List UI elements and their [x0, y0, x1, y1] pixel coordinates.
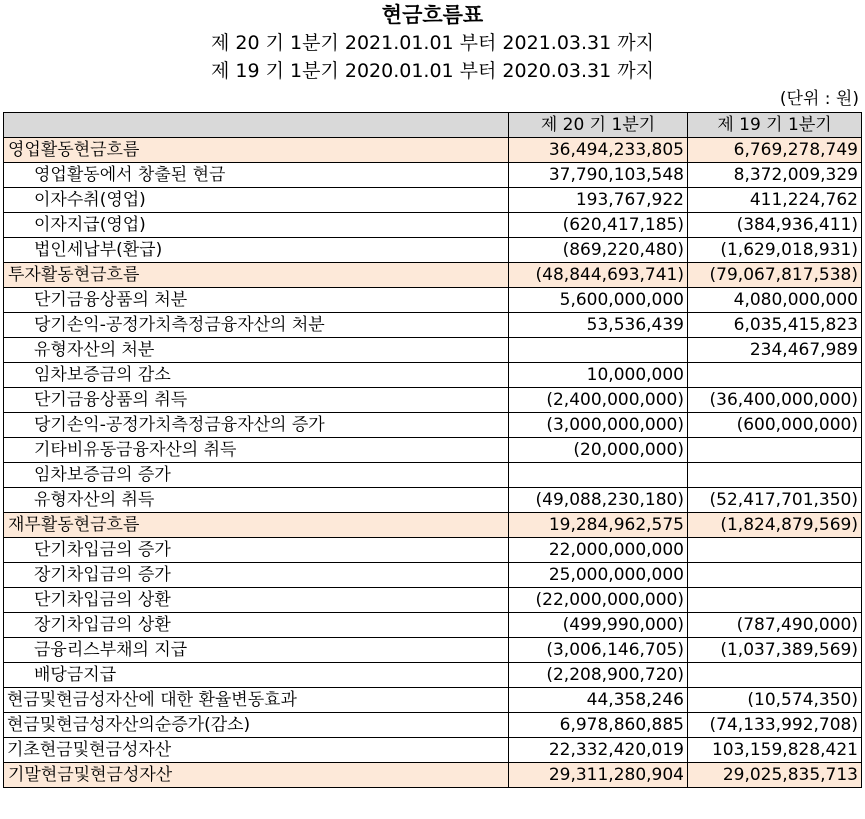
table-row: [4, 413, 862, 438]
table-row: [4, 363, 862, 388]
table-row: [4, 313, 862, 338]
row-prior-amount: 411,224,762: [688, 188, 862, 213]
table-row: [4, 688, 862, 713]
header-current: 제 20 기 1분기: [509, 113, 688, 138]
row-label: 당기손익-공정가치측정금융자산의 증가: [4, 413, 509, 438]
row-current-amount: 22,332,420,019: [509, 738, 688, 763]
table-row: [4, 513, 862, 538]
row-prior-amount: [688, 363, 862, 388]
table-row: [4, 663, 862, 688]
row-prior-amount: (52,417,701,350): [688, 488, 862, 513]
table-row: [4, 438, 862, 463]
row-label: 임차보증금의 감소: [4, 363, 509, 388]
table-row: [4, 188, 862, 213]
row-label: 영업활동에서 창출된 현금: [4, 163, 509, 188]
row-label: 단기금융상품의 취득: [4, 388, 509, 413]
row-prior-amount: (79,067,817,538): [688, 263, 862, 288]
row-prior-amount: 234,467,989: [688, 338, 862, 363]
table-row: [4, 263, 862, 288]
row-label: 단기차입금의 증가: [4, 538, 509, 563]
row-current-amount: (2,400,000,000): [509, 388, 688, 413]
table-row: [4, 713, 862, 738]
row-prior-amount: (74,133,992,708): [688, 713, 862, 738]
row-prior-amount: [688, 588, 862, 613]
row-label: 장기차입금의 증가: [4, 563, 509, 588]
row-prior-amount: (787,490,000): [688, 613, 862, 638]
row-label: 유형자산의 취득: [4, 488, 509, 513]
cash-flow-table: [3, 112, 862, 788]
row-label: 유형자산의 처분: [4, 338, 509, 363]
row-prior-amount: (1,037,389,569): [688, 638, 862, 663]
row-label: 기말현금및현금성자산: [4, 763, 509, 788]
row-label: 당기손익-공정가치측정금융자산의 처분: [4, 313, 509, 338]
row-label: 배당금지급: [4, 663, 509, 688]
row-current-amount: 22,000,000,000: [509, 538, 688, 563]
row-label: 이자수취(영업): [4, 188, 509, 213]
table-body: [4, 138, 862, 788]
table-row: [4, 538, 862, 563]
row-current-amount: 37,790,103,548: [509, 163, 688, 188]
row-label: 기타비유동금융자산의 취득: [4, 438, 509, 463]
row-current-amount: [509, 463, 688, 488]
row-current-amount: (620,417,185): [509, 213, 688, 238]
row-current-amount: (22,000,000,000): [509, 588, 688, 613]
table-row: [4, 588, 862, 613]
row-label: 장기차입금의 상환: [4, 613, 509, 638]
row-prior-amount: [688, 538, 862, 563]
row-prior-amount: (1,629,018,931): [688, 238, 862, 263]
row-current-amount: 193,767,922: [509, 188, 688, 213]
row-label: 법인세납부(환급): [4, 238, 509, 263]
row-current-amount: 29,311,280,904: [509, 763, 688, 788]
row-label: 현금및현금성자산에 대한 환율변동효과: [4, 688, 509, 713]
row-label: 투자활동현금흐름: [4, 263, 509, 288]
row-current-amount: 5,600,000,000: [509, 288, 688, 313]
row-current-amount: (3,006,146,705): [509, 638, 688, 663]
table-row: [4, 763, 862, 788]
row-prior-amount: [688, 563, 862, 588]
row-current-amount: 36,494,233,805: [509, 138, 688, 163]
row-label: 영업활동현금흐름: [4, 138, 509, 163]
row-label: 현금및현금성자산의순증가(감소): [4, 713, 509, 738]
row-prior-amount: 8,372,009,329: [688, 163, 862, 188]
header-prior: 제 19 기 1분기: [688, 113, 862, 138]
row-current-amount: 25,000,000,000: [509, 563, 688, 588]
row-prior-amount: 4,080,000,000: [688, 288, 862, 313]
row-current-amount: [509, 338, 688, 363]
row-current-amount: 19,284,962,575: [509, 513, 688, 538]
row-prior-amount: 29,025,835,713: [688, 763, 862, 788]
row-prior-amount: (1,824,879,569): [688, 513, 862, 538]
header-label: [4, 113, 509, 138]
row-label: 기초현금및현금성자산: [4, 738, 509, 763]
statement-title: 현금흐름표: [381, 3, 484, 27]
row-prior-amount: [688, 463, 862, 488]
table-row: [4, 563, 862, 588]
table-row: [4, 388, 862, 413]
row-prior-amount: 6,035,415,823: [688, 313, 862, 338]
row-current-amount: (499,990,000): [509, 613, 688, 638]
row-prior-amount: (36,400,000,000): [688, 388, 862, 413]
row-current-amount: (869,220,480): [509, 238, 688, 263]
table-row: [4, 738, 862, 763]
table-row: [4, 138, 862, 163]
row-current-amount: 53,536,439: [509, 313, 688, 338]
row-current-amount: 10,000,000: [509, 363, 688, 388]
period-prior: 제 19 기 1분기 2020.01.01 부터 2020.03.31 까지: [211, 60, 654, 82]
table-row: [4, 163, 862, 188]
row-label: 이자지급(영업): [4, 213, 509, 238]
row-current-amount: 6,978,860,885: [509, 713, 688, 738]
row-prior-amount: [688, 663, 862, 688]
row-current-amount: (20,000,000): [509, 438, 688, 463]
table-row: [4, 288, 862, 313]
row-current-amount: 44,358,246: [509, 688, 688, 713]
row-prior-amount: 103,159,828,421: [688, 738, 862, 763]
row-label: 단기금융상품의 처분: [4, 288, 509, 313]
row-label: 단기차입금의 상환: [4, 588, 509, 613]
table-row: [4, 613, 862, 638]
row-label: 임차보증금의 증가: [4, 463, 509, 488]
row-current-amount: (2,208,900,720): [509, 663, 688, 688]
row-prior-amount: (10,574,350): [688, 688, 862, 713]
table-row: [4, 338, 862, 363]
row-prior-amount: (384,936,411): [688, 213, 862, 238]
table-header-row: [4, 113, 862, 138]
period-current: 제 20 기 1분기 2021.01.01 부터 2021.03.31 까지: [211, 32, 654, 54]
row-label: 재무활동현금흐름: [4, 513, 509, 538]
row-prior-amount: [688, 438, 862, 463]
row-prior-amount: (600,000,000): [688, 413, 862, 438]
row-current-amount: (48,844,693,741): [509, 263, 688, 288]
table-row: [4, 238, 862, 263]
row-current-amount: (49,088,230,180): [509, 488, 688, 513]
row-label: 금융리스부채의 지급: [4, 638, 509, 663]
unit-label: (단위 : 원): [779, 89, 859, 109]
table-row: [4, 213, 862, 238]
table-row: [4, 488, 862, 513]
row-current-amount: (3,000,000,000): [509, 413, 688, 438]
table-row: [4, 638, 862, 663]
row-prior-amount: 6,769,278,749: [688, 138, 862, 163]
table-row: [4, 463, 862, 488]
